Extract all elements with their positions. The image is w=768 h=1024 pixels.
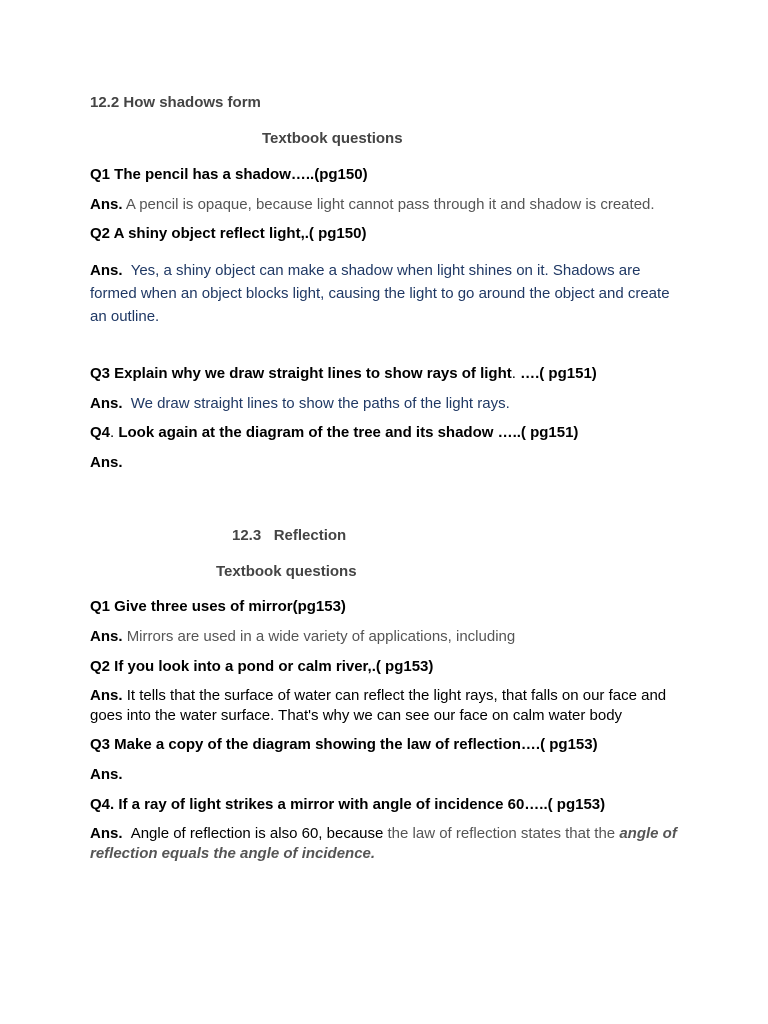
section-subheading-reflection: Textbook questions	[216, 563, 357, 580]
answer-4-reflection	[90, 824, 680, 864]
answer-label: Ans.	[90, 262, 123, 279]
answer-label: Ans.	[90, 687, 123, 704]
question-4-shadows	[90, 423, 578, 442]
answer-label: Ans.	[90, 196, 123, 213]
answer-text-emphasis: angle of reflection equals the angle of incidence.	[90, 825, 677, 862]
answer-text: Mirrors are used in a wide variety of applications, including	[126, 628, 516, 645]
answer-3-reflection: Ans.	[90, 766, 123, 783]
answer-text-part-1: Angle of reflection is also 60, because	[130, 825, 384, 842]
answer-1-shadows	[90, 195, 655, 214]
question-3-reflection: Q3 Make a copy of the diagram showing the law of reflection….( pg153)	[90, 736, 598, 753]
section-subheading-shadows: Textbook questions	[262, 130, 403, 147]
answer-text: Yes, a shiny object can make a shadow when light shines on it. Shadows are formed when an object blocks light, causing the light to go around the object and create an outline.	[90, 262, 670, 325]
question-2-reflection: Q2 If you look into a pond or calm river,.( pg153)	[90, 658, 434, 675]
question-number: Q4	[90, 424, 111, 441]
section-heading-reflection: 12.3 Reflection	[232, 527, 347, 544]
question-punct: .	[511, 365, 516, 382]
answer-text: A pencil is opaque, because light cannot pass through it and shadow is created.	[125, 196, 655, 213]
question-page-ref: ….( pg151)	[515, 365, 597, 382]
question-2-shadows: Q2 A shiny object reflect light,.( pg150)	[90, 225, 367, 242]
question-text: Q3 Explain why we draw straight lines to show rays of light	[90, 365, 512, 382]
answer-2-shadows	[90, 259, 680, 328]
section-heading-shadows: 12.2 How shadows form	[90, 94, 261, 111]
answer-text-part-2: the law of reflection states that the	[387, 825, 616, 842]
answer-label: Ans.	[90, 825, 123, 842]
question-1-reflection: Q1 Give three uses of mirror(pg153)	[90, 598, 346, 615]
answer-2-reflection	[90, 686, 680, 726]
question-punct: .	[110, 424, 115, 441]
question-3-shadows	[90, 364, 597, 383]
answer-4-shadows: Ans.	[90, 454, 123, 471]
answer-label: Ans.	[90, 395, 123, 412]
answer-text: It tells that the surface of water can reflect the light rays, that falls on our face and goes into the water surface. That's why we can see our face on calm water body	[90, 687, 667, 724]
question-1-shadows: Q1 The pencil has a shadow…..(pg150)	[90, 166, 368, 183]
answer-text: We draw straight lines to show the paths of the light rays.	[130, 395, 510, 412]
answer-label: Ans.	[90, 628, 123, 645]
question-4-reflection: Q4. If a ray of light strikes a mirror with angle of incidence 60…..( pg153)	[90, 796, 606, 813]
answer-3-shadows	[90, 394, 510, 413]
answer-1-reflection	[90, 627, 515, 646]
question-text: Look again at the diagram of the tree and its shadow …..( pg151)	[114, 424, 579, 441]
